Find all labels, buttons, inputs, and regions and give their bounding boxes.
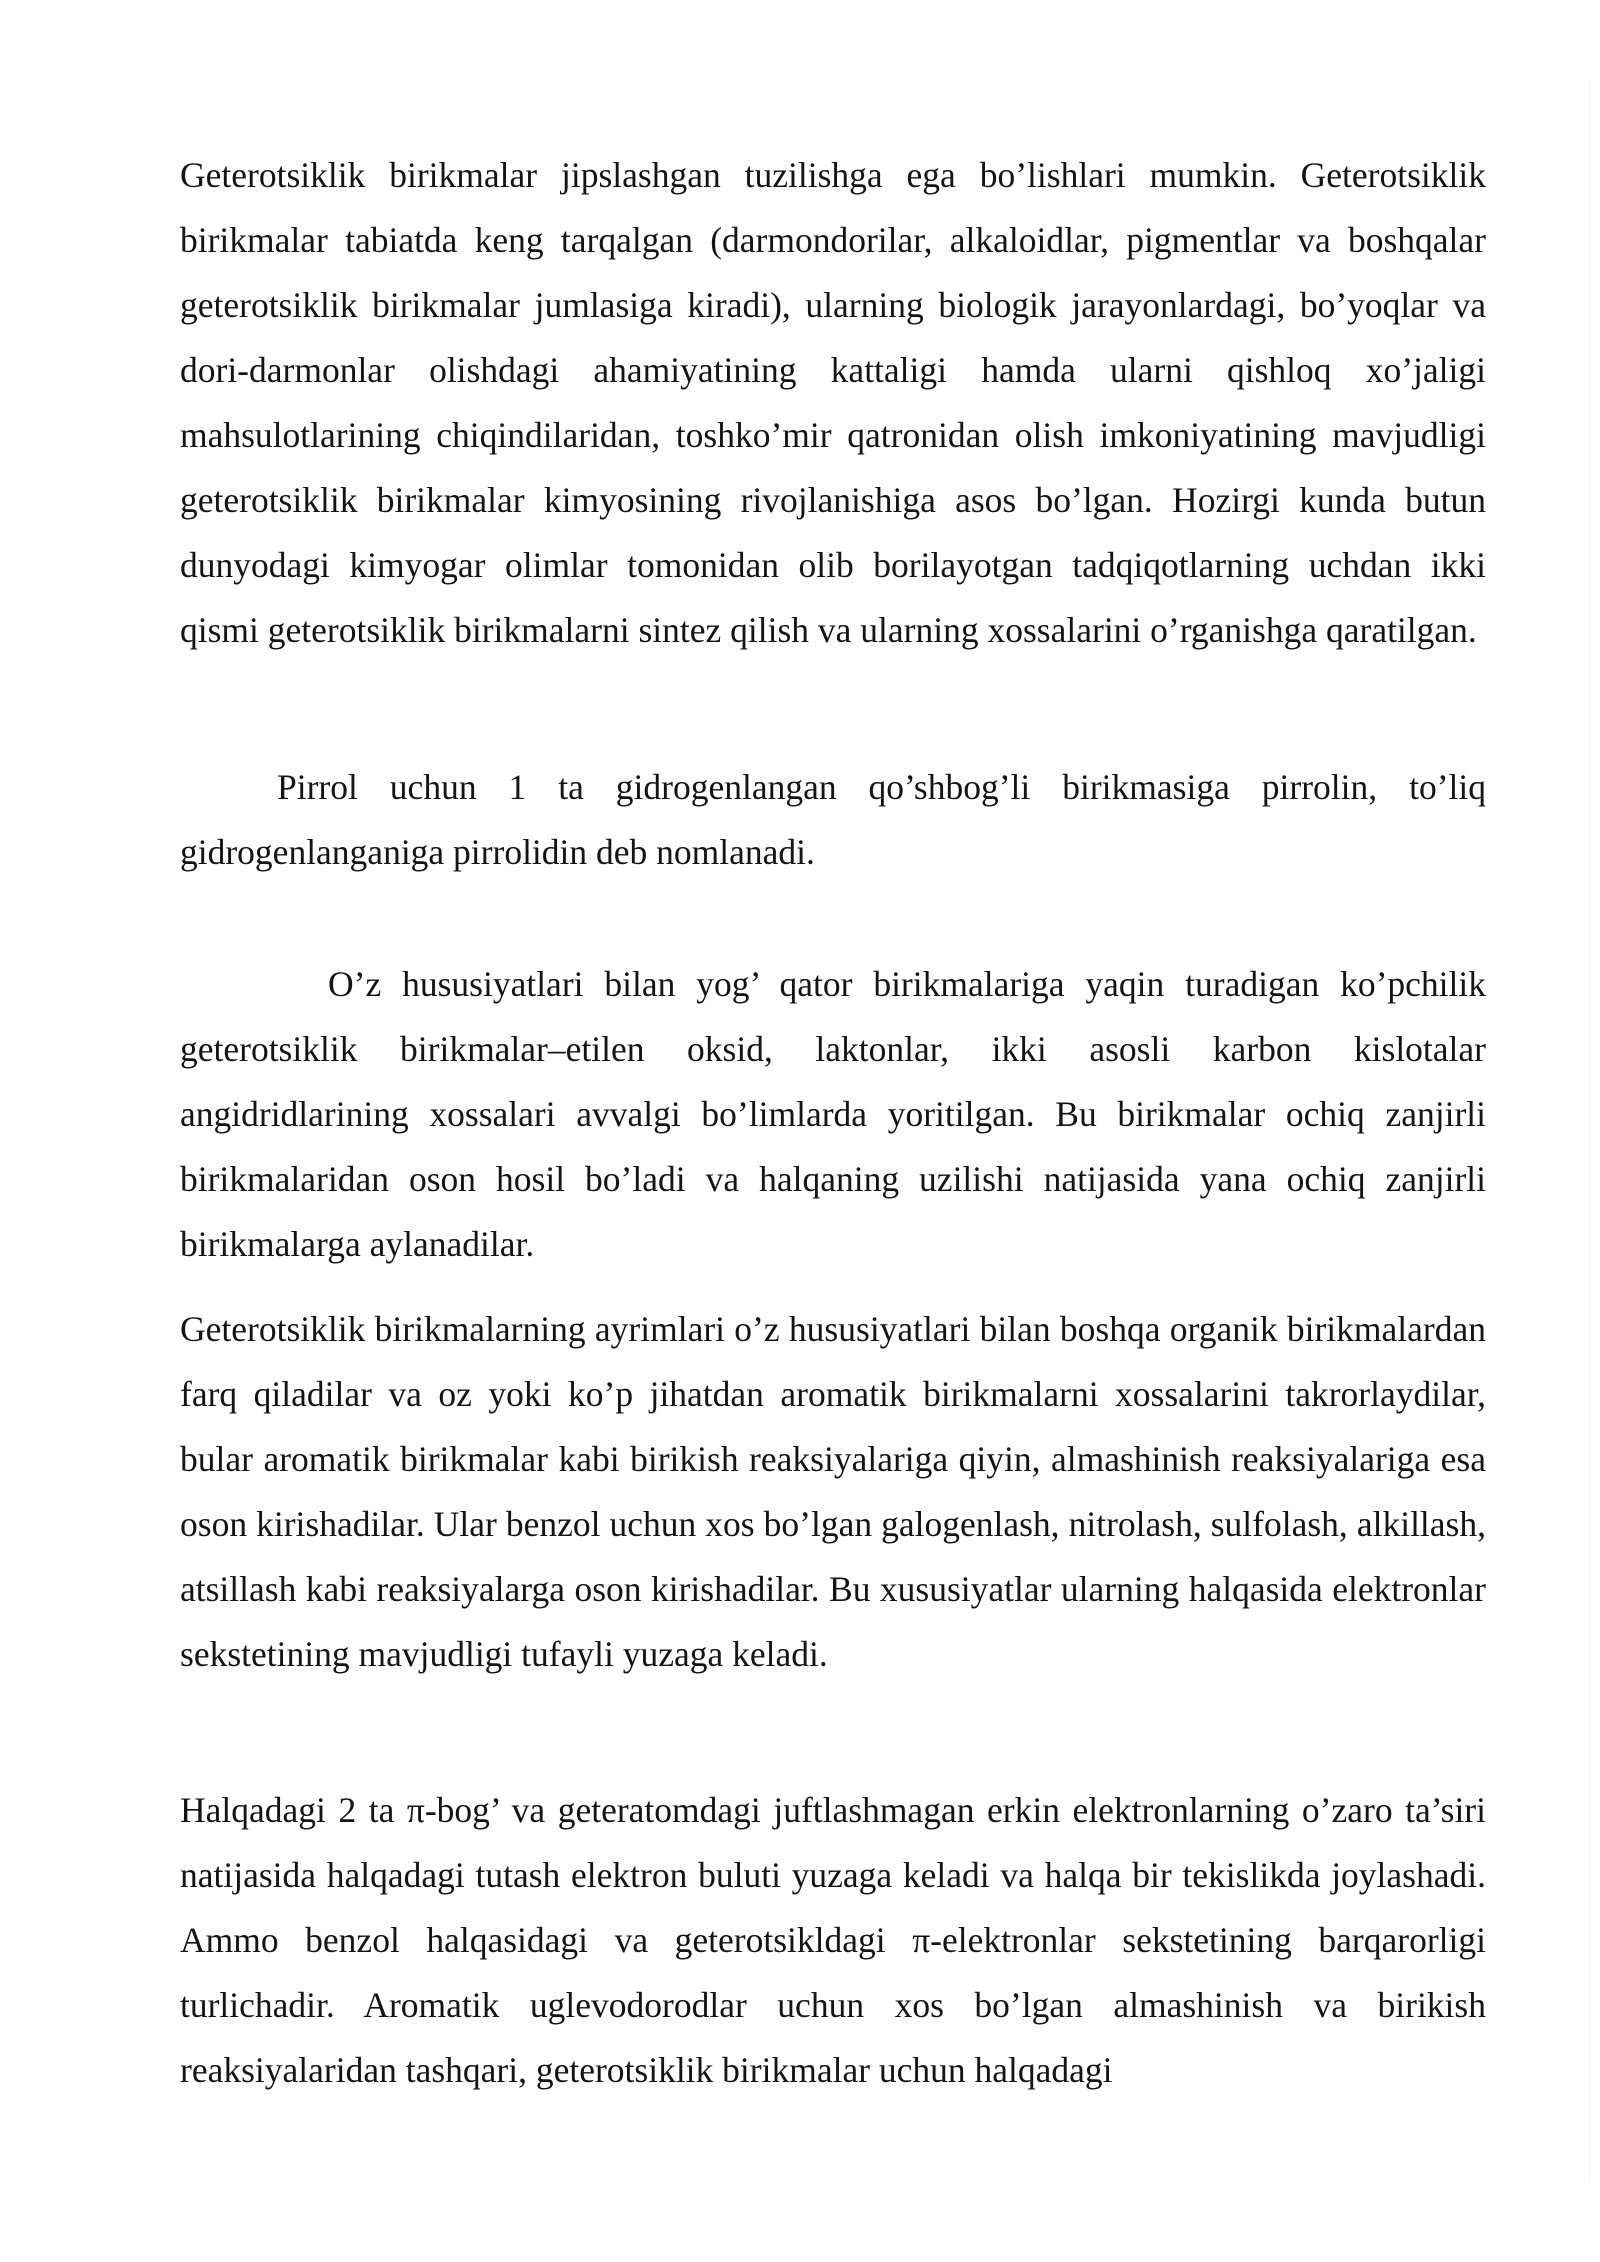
paragraph-text: Halqadagi 2 ta π-bog’ va geteratomdagi juftlashmagan erkin elektronlarning o’zaro ta’siri natijasida halqadagi tutash elektron buluti yuzaga keladi va halqa bir tekislikda joylashadi. Ammo benzol halqasidagi va geterotsikldagi π-elektronlar sekstetining barqarorligi turlichadir. Aromatik uglevodorodlar uchun xos bo’lgan almashinish va birikish reaksiyalaridan tashqari, geterotsiklik birikmalar uchun halqadagi [180, 1790, 1486, 2090]
paragraph-text: Pirrol uchun 1 ta gidrogenlangan qo’shbog’li birikmasiga pirrolin, to’liq gidrogenlanganiga pirrolidin deb nomlanadi. [180, 767, 1486, 872]
paragraph-4 [180, 1297, 1486, 1687]
paragraph-5 [180, 1778, 1486, 2103]
paragraph-text: O’z hususiyatlari bilan yog’ qator birikmalariga yaqin turadigan ko’pchilik geterotsiklik birikmalar–etilen oksid, laktonlar, ikki asosli karbon kislotalar angidridlarining xossalari avvalgi bo’limlarda yoritilgan. Bu birikmalar ochiq zanjirli birikmalaridan oson hosil bo’ladi va halqaning uzilishi natijasida yana ochiq zanjirli birikmalarga aylanadilar. [180, 964, 1486, 1264]
paragraph-2 [180, 755, 1486, 885]
paragraph-1 [180, 143, 1486, 663]
paragraph-text: Geterotsiklik birikmalarning ayrimlari o’z hususiyatlari bilan boshqa organik birikmalardan farq qiladilar va oz yoki ko’p jihatdan aromatik birikmalarni xossalarini takrorlaydilar, bular aromatik birikmalar kabi birikish reaksiyalariga qiyin, almashinish reaksiyalariga esa oson kirishadilar. Ular benzol uchun xos bo’lgan galogenlash, nitrolash, sulfolash, alkillash, atsillash kabi reaksiyalarga oson kirishadilar. Bu xususiyatlar ularning halqasida elektronlar sekstetining mavjudligi tufayli yuzaga keladi. [180, 1309, 1486, 1674]
page-edge-divider [1589, 80, 1590, 2180]
paragraph-text: Geterotsiklik birikmalar jipslashgan tuzilishga ega bo’lishlari mumkin. Geterotsiklik birikmalar tabiatda keng tarqalgan (darmondorilar, alkaloidlar, pigmentlar va boshqalar geterotsiklik birikmalar jumlasiga kiradi), ularning biologik jarayonlardagi, bo’yoqlar va dori-darmonlar olishdagi ahamiyatining kattaligi hamda ularni qishloq xo’jaligi mahsulotlarining chiqindilaridan, toshko’mir qatronidan olish imkoniyatining mavjudligi geterotsiklik birikmalar kimyosining rivojlanishiga asos bo’lgan. Hozirgi kunda butun dunyodagi kimyogar olimlar tomonidan olib borilayotgan tadqiqotlarning uchdan ikki qismi geterotsiklik birikmalarni sintez qilish va ularning xossalarini o’rganishga qaratilgan. [180, 155, 1486, 650]
paragraph-3 [180, 952, 1486, 1277]
